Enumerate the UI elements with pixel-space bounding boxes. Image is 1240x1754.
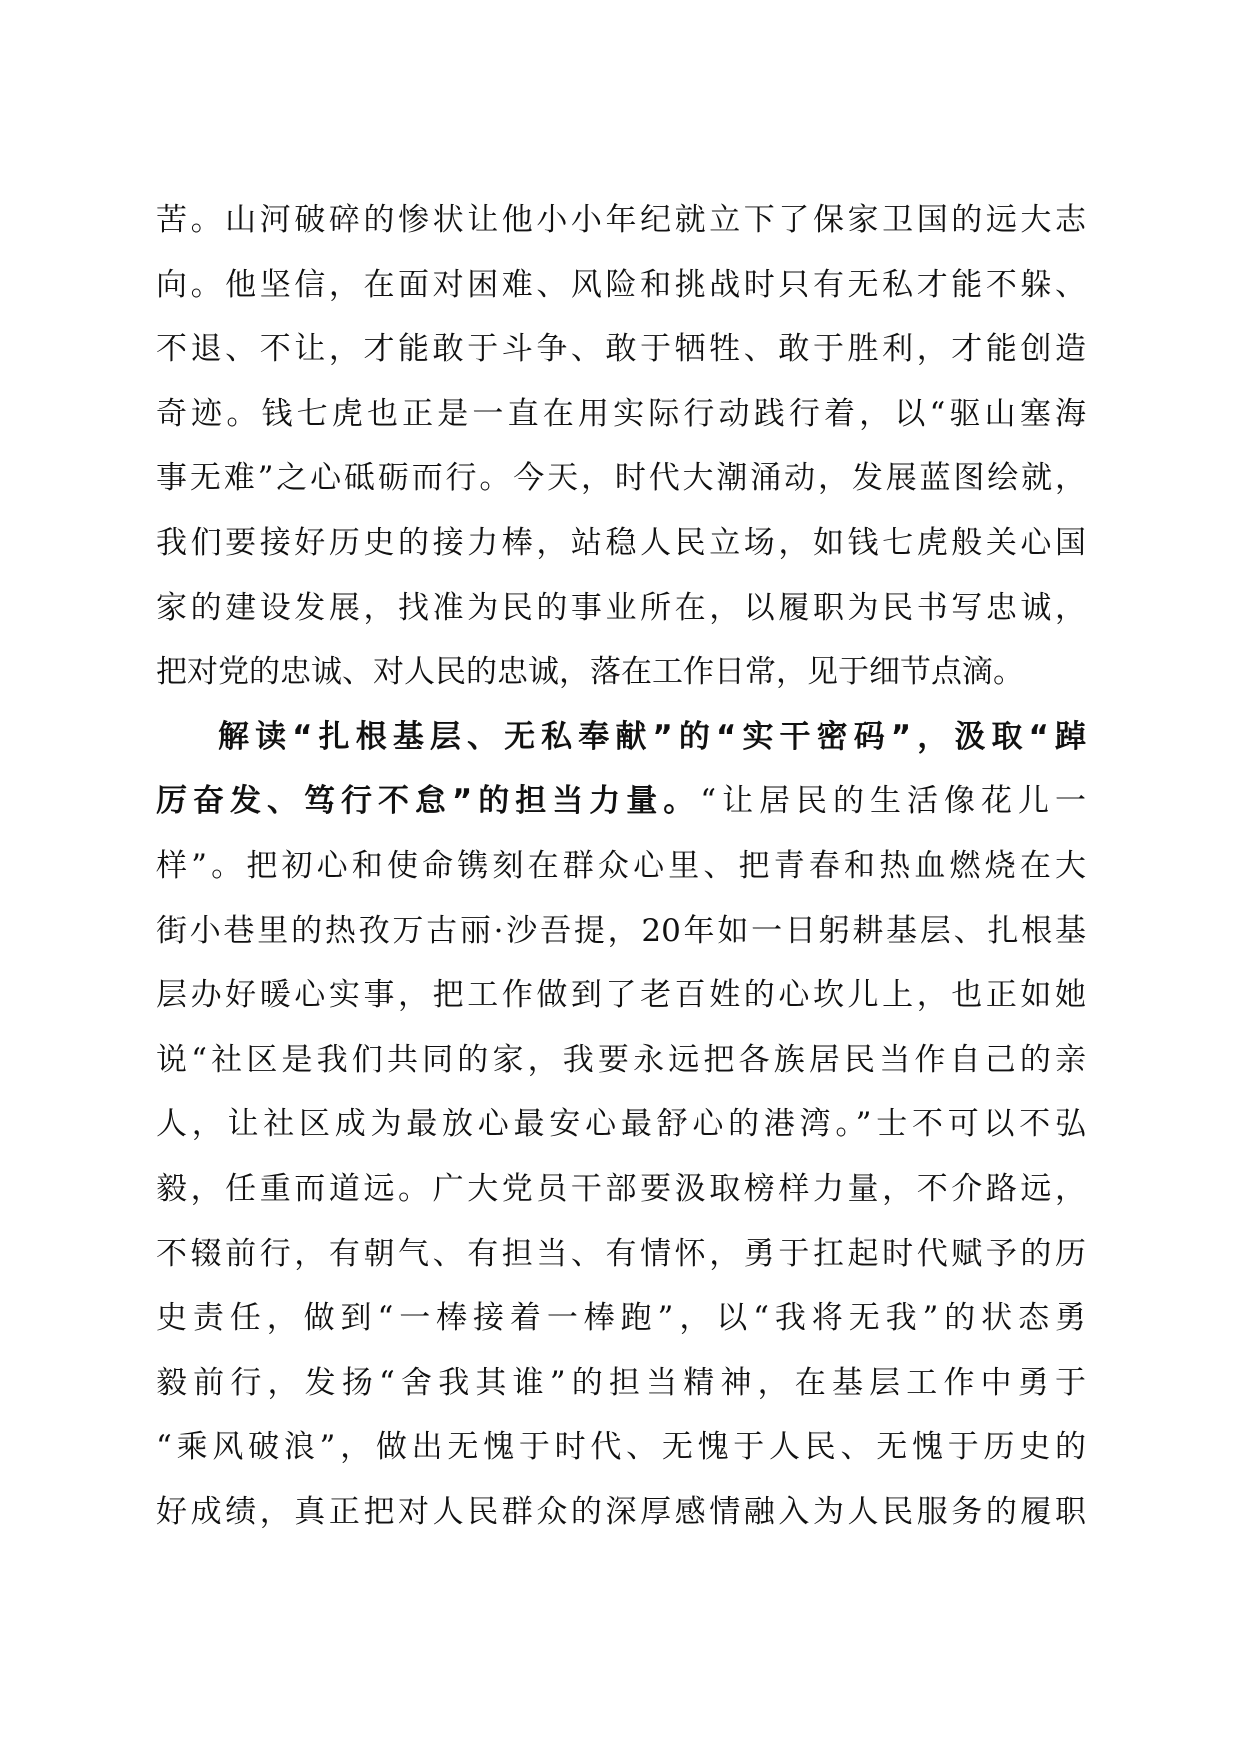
- text-line: “乘风破浪”，做出无愧于时代、无愧于人民、无愧于历史的: [156, 1429, 1086, 1466]
- text-line: 毅，任重而道远。广大党员干部要汲取榜样力量，不介路远，: [156, 1170, 1086, 1207]
- text-line: 毅前行，发扬“舍我其谁”的担当精神，在基层工作中勇于: [156, 1364, 1086, 1401]
- text-line: 不辍前行，有朝气、有担当、有情怀，勇于扛起时代赋予的历: [156, 1235, 1086, 1272]
- document-body: [156, 188, 1086, 1544]
- text-line: 家的建设发展，找准为民的事业所在，以履职为民书写忠诚，: [156, 589, 1086, 626]
- text-line: 街小巷里的热孜万古丽·沙吾提，20年如一日躬耕基层、扎根基: [156, 912, 1086, 949]
- text-line: 苦。山河破碎的惨状让他小小年纪就立下了保家卫国的远大志: [156, 202, 1086, 238]
- paragraph-1: [156, 188, 1086, 705]
- text-line: 好成绩，真正把对人民群众的深厚感情融入为人民服务的履职: [156, 1493, 1086, 1530]
- text-line: 人，让社区成为最放心最安心最舒心的港湾。”士不可以不弘: [156, 1106, 1086, 1143]
- text-line: 层办好暖心实事，把工作做到了老百姓的心坎儿上，也正如她: [156, 977, 1086, 1014]
- text-fragment: “让居民的生活像花儿一: [700, 783, 1086, 820]
- text-line: 奇迹。钱七虎也正是一直在用实际行动践行着，以“驱山塞海: [156, 395, 1086, 432]
- paragraph-heading: 解读“扎根基层、无私奉献”的“实干密码”，汲取“踔: [218, 718, 1086, 755]
- text-line: 向。他坚信，在面对困难、风险和挑战时只有无私才能不躲、: [156, 266, 1086, 303]
- text-line: [156, 769, 1086, 834]
- text-line: 史责任，做到“一棒接着一棒跑”，以“我将无我”的状态勇: [156, 1300, 1086, 1337]
- text-line: 我们要接好历史的接力棒，站稳人民立场，如钱七虎般关心国: [156, 524, 1086, 561]
- text-line: 不退、不让，才能敢于斗争、敢于牺牲、敢于胜利，才能创造: [156, 331, 1086, 368]
- text-line: 说“社区是我们共同的家，我要永远把各族居民当作自己的亲: [156, 1041, 1086, 1078]
- text-line: 样”。把初心和使命镌刻在群众心里、把青春和热血燃烧在大: [156, 847, 1086, 884]
- text-line: 事无难”之心砥砺而行。今天，时代大潮涌动，发展蓝图绘就，: [156, 460, 1086, 497]
- paragraph-2: [156, 705, 1086, 1545]
- text-line: 把对党的忠诚、对人民的忠诚，落在工作日常，见于细节点滴。: [156, 654, 1024, 691]
- paragraph-heading-continued: 厉奋发、笃行不怠”的担当力量。: [156, 783, 701, 820]
